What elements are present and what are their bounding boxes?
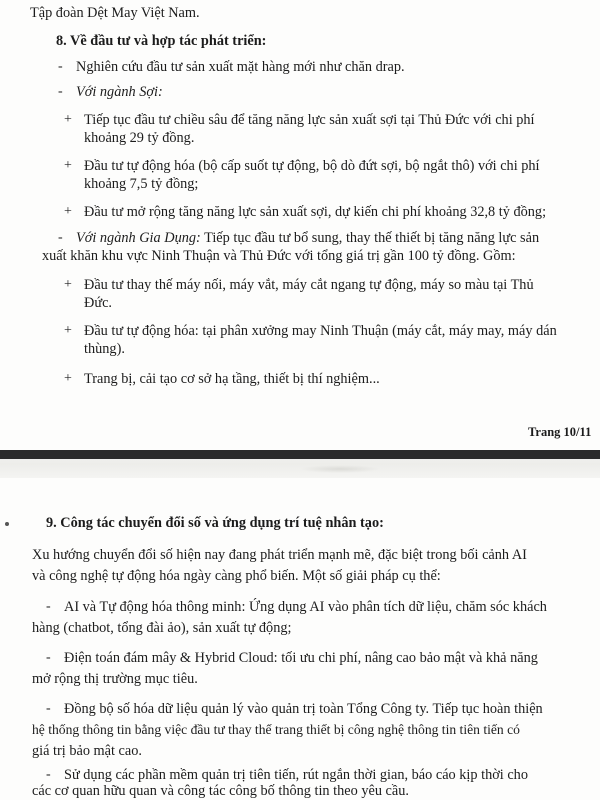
yarn-item-1-line-2: khoảng 29 tỷ đồng. xyxy=(84,130,195,146)
dash-marker: - xyxy=(58,84,63,99)
data-sync-item-line-1: Đồng bộ số hóa dữ liệu quản lý vào quản trị toàn Tổng Công ty. Tiếp tục hoàn thiện xyxy=(64,701,543,717)
page-number: Trang 10/11 xyxy=(528,425,592,439)
page-edge-shadow xyxy=(0,450,600,459)
household-paragraph-line-2: xuất khăn khu vực Ninh Thuận và Thủ Đức với tổng giá trị gần 100 tỷ đồng. Gồm: xyxy=(42,248,516,264)
software-item-line-2: các cơ quan hữu quan và công tác công bố thông tin theo yêu cầu. xyxy=(32,783,409,799)
plus-marker: + xyxy=(64,277,72,292)
dash-marker: - xyxy=(46,599,51,614)
household-item-3: Trang bị, cải tạo cơ sở hạ tầng, thiết bị thí nghiệm... xyxy=(84,371,380,387)
page-separator xyxy=(0,450,600,478)
section-8-heading: 8. Về đầu tư và hợp tác phát triển: xyxy=(56,33,267,49)
yarn-item-1-line-1: Tiếp tục đầu tư chiều sâu để tăng năng lực sản xuất sợi tại Thủ Đức với chi phí xyxy=(84,112,535,128)
dash-marker: - xyxy=(58,59,63,74)
dash-marker: - xyxy=(46,767,51,782)
household-item-2-line-1: Đầu tư tự động hóa: tại phân xưởng may Ninh Thuận (máy cắt, máy may, máy dán xyxy=(84,323,557,339)
cloud-item-line-2: mở rộng thị trường mục tiêu. xyxy=(32,671,198,687)
section-9-heading: 9. Công tác chuyển đổi số và ứng dụng trí tuệ nhân tạo: xyxy=(46,515,384,531)
plus-marker: + xyxy=(64,371,72,386)
org-line: Tập đoàn Dệt May Việt Nam. xyxy=(30,5,200,21)
data-sync-item-line-2: hệ thống thông tin bằng việc đầu tư thay thế trang thiết bị công nghệ thông tin tiên tiến có xyxy=(32,722,520,737)
household-heading: Với ngành Gia Dụng: xyxy=(76,230,201,246)
data-sync-item-line-3: giá trị bảo mật cao. xyxy=(32,743,142,759)
cloud-item-line-1: Điện toán đám mây & Hybrid Cloud: tối ưu chi phí, nâng cao bảo mật và khả năng xyxy=(64,650,538,666)
section-9-intro-line-1: Xu hướng chuyển đổi số hiện nay đang phát triển mạnh mẽ, đặc biệt trong bối cảnh AI xyxy=(32,547,527,563)
software-item-line-1: Sử dụng các phần mềm quản trị tiên tiến, rút ngắn thời gian, báo cáo kịp thời cho xyxy=(64,767,528,783)
plus-marker: + xyxy=(64,112,72,127)
ai-item-line-1: AI và Tự động hóa thông minh: Ứng dụng AI vào phân tích dữ liệu, chăm sóc khách xyxy=(64,599,547,615)
ai-item-line-2: hàng (chatbot, tổng đài ảo), sản xuất tự động; xyxy=(32,620,292,636)
household-item-1-line-1: Đầu tư thay thế máy nối, máy vắt, máy cắt ngang tự động, máy so màu tại Thủ xyxy=(84,277,534,293)
plus-marker: + xyxy=(64,204,72,219)
household-item-2-line-2: thùng). xyxy=(84,341,125,357)
yarn-item-2-line-2: khoảng 7,5 tỷ đồng; xyxy=(84,176,199,192)
scan-smudge xyxy=(300,465,380,473)
scan-speck xyxy=(5,522,9,526)
section-9-intro-line-2: và công nghệ tự động hóa ngày càng phổ biến. Một số giải pháp cụ thể: xyxy=(32,568,441,584)
yarn-item-3: Đầu tư mở rộng tăng năng lực sản xuất sợi, dự kiến chi phí khoảng 32,8 tỷ đồng; xyxy=(84,204,547,220)
household-text-1: Tiếp tục đầu tư bổ sung, thay thế thiết bị tăng năng lực sản xyxy=(200,230,540,246)
household-item-1-line-2: Đức. xyxy=(84,295,112,311)
dash-marker: - xyxy=(58,230,63,245)
plus-marker: + xyxy=(64,323,72,338)
plus-marker: + xyxy=(64,158,72,173)
dash-marker: - xyxy=(46,650,51,665)
household-paragraph-line-1 xyxy=(76,229,539,247)
yarn-item-2-line-1: Đầu tư tự động hóa (bộ cấp suốt tự động, bộ dò đứt sợi, bộ ngắt thô) với chi phí xyxy=(84,158,540,174)
dash-marker: - xyxy=(46,701,51,716)
intro-bullet: Nghiên cứu đầu tư sản xuất mặt hàng mới như chăn drap. xyxy=(76,59,405,75)
yarn-heading: Với ngành Sợi: xyxy=(76,84,163,100)
